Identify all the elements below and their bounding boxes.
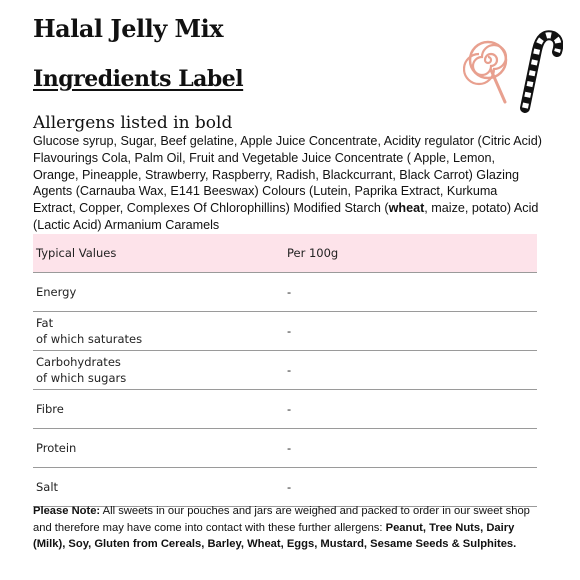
lollipop-icon — [464, 42, 506, 102]
row-value: - — [287, 402, 292, 416]
candy-cane-icon — [525, 35, 558, 108]
note-text: All sweets in our pouches and jars are weighed and packed to order in our sweet shop and therefore may have come into contact with these further allergens: — [33, 505, 530, 534]
row-value: - — [287, 441, 292, 455]
product-title: Halal Jelly Mix — [33, 14, 224, 43]
row-label-line1: Protein — [36, 441, 77, 455]
table-row — [33, 390, 537, 429]
note-lead: Please Note: — [33, 505, 101, 517]
table-row — [33, 312, 537, 351]
row-label — [36, 284, 76, 300]
row-value: - — [287, 285, 292, 299]
label-heading: Ingredients Label — [33, 66, 244, 92]
row-label-line2: of which saturates — [36, 332, 143, 346]
ingredients-text — [33, 133, 543, 234]
row-label — [36, 479, 58, 495]
nutrition-table — [33, 234, 537, 507]
row-label-line1: Fat — [36, 316, 54, 330]
row-label-line1: Carbohydrates — [36, 355, 121, 369]
table-row — [33, 468, 537, 507]
header-typical-values: Typical Values — [36, 246, 117, 260]
table-row — [33, 273, 537, 312]
row-label — [36, 315, 142, 347]
row-label-line1: Energy — [36, 285, 77, 299]
row-value: - — [287, 480, 292, 494]
row-label — [36, 401, 64, 417]
allergen-wheat: wheat — [388, 201, 425, 216]
row-label — [36, 354, 126, 386]
row-label-line1: Fibre — [36, 402, 64, 416]
row-value: - — [287, 363, 292, 377]
table-row — [33, 351, 537, 390]
row-label-line2: of which sugars — [36, 371, 127, 385]
table-row — [33, 429, 537, 468]
allergen-note — [33, 503, 543, 553]
row-value: - — [287, 324, 292, 338]
header-per-100g: Per 100g — [287, 246, 339, 260]
allergen-heading: Allergens listed in bold — [33, 113, 233, 133]
row-label — [36, 440, 76, 456]
candy-illustration — [463, 20, 563, 115]
row-label-line1: Salt — [36, 480, 59, 494]
ingredients-text-part: , maize, potato) Acid (Lactic Acid) Armanium Caramels — [33, 201, 539, 232]
note-allergens: Peanut, Tree Nuts, Dairy (Milk), Soy, Gluten from Cereals, Barley, Wheat, Eggs, Mustard, Sesame Seeds & Sulphites. — [33, 521, 517, 550]
table-header-row — [33, 234, 537, 273]
ingredients-text-part: Glucose syrup, Sugar, Beef gelatine, Apple Juice Concentrate, Acidity regulator (Citric Acid) Flavourings Cola, Palm Oil, Fruit and Vegetable Juice Concentrate ( Apple, Lemon, Orange, Pineapple, Strawberry, Raspberry, Radish, Blackcurrant, Black Carrot) Glazing Agents (Carnauba Wax, E141 Beeswax) Colours (Lutein, Paprika Extract, Kurkuma Extract, Copper, Complexes Of Chlorophillins) Modified Starch ( — [33, 134, 542, 216]
